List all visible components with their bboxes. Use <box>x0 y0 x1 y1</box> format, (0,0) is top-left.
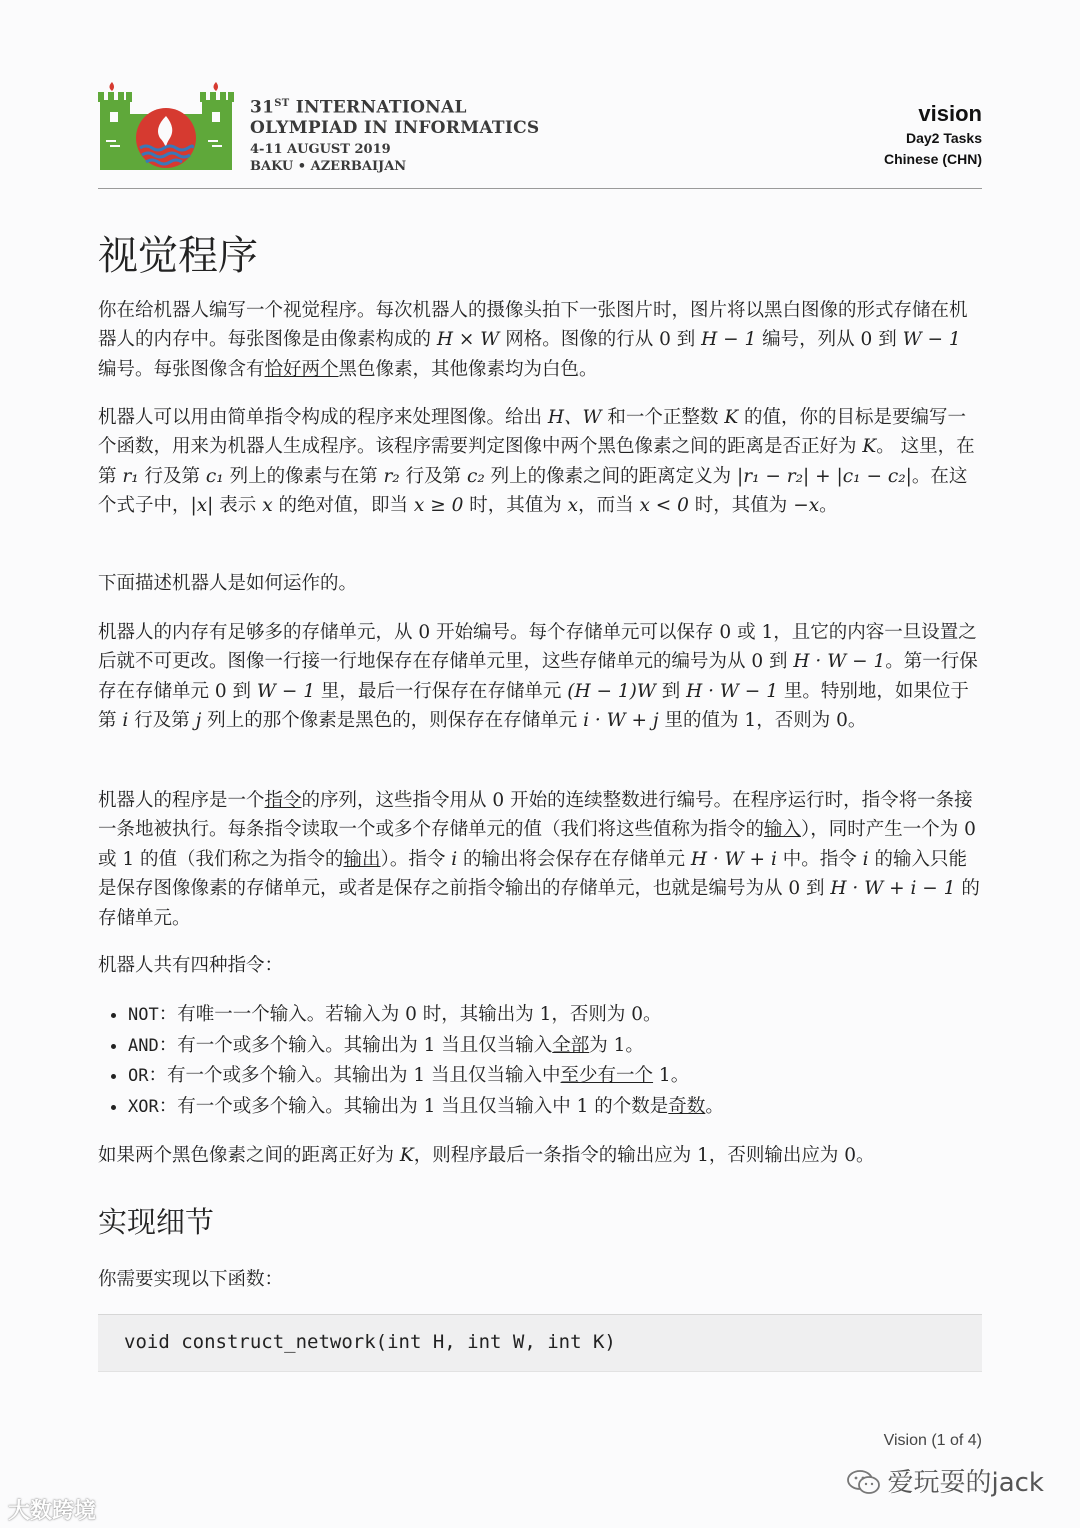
task-day: Day2 Tasks <box>905 130 982 146</box>
watermark-left: 大数跨境 <box>8 1499 97 1524</box>
list-item: • NOT：有唯一一个输入。若输入为 0 时，其输出为 1，否则为 0。 <box>128 1000 1012 1031</box>
paragraph-implement-intro: 你需要实现以下函数： <box>98 1269 284 1290</box>
ioi-logo-icon <box>98 80 234 172</box>
instruction-list <box>98 1000 1012 1122</box>
page-number: Vision (1 of 4) <box>883 1432 982 1449</box>
paragraph-output-rule: 如果两个黑色像素之间的距离正好为 K，则程序最后一条指令的输出应为 1，否则输出应为 0。 <box>98 1145 875 1166</box>
paragraph-intro: 你在给机器人编写一个视觉程序。每次机器人的摄像头拍下一张图片时，图片将以黑白图像的形式存储在机器人的内存中。每张图像是由像素构成的 H × W 网格。图像的行从 0 到 H − 1 编号，列从 0 到 W − 1 编号。每张图像含有恰好两个黑色像素，其他像素均为白色。 <box>98 300 968 380</box>
task-language: Chinese (CHN) <box>883 151 982 167</box>
task-name: vision <box>918 101 982 126</box>
page-header <box>98 80 982 189</box>
code-block <box>98 1314 982 1372</box>
watermark-right: 爱玩耍的jack <box>847 1462 1044 1499</box>
paragraph-program: 机器人的程序是一个指令的序列，这些指令用从 0 开始的连续整数进行编号。在程序运行时，指令将一条接一条地被执行。每条指令读取一个或多个存储单元的值（我们将这些值称为指令的输入），同时产生一个为 0 或 1 的值（我们称之为指令的输出）。指令 i 的输出将会保存在存储单元 H · W + i 中。指令 i 的输入只能是保存图像像素的存储单元，或者是保存之前指令输出的存储单元，也就是编号为从 0 到 H · W + i − 1 的存储单元。 <box>98 790 980 929</box>
paragraph-how-it-works: 下面描述机器人是如何运作的。 <box>98 573 358 594</box>
page-title: 视觉程序 <box>98 233 258 279</box>
event-location: BAKU • AZERBAIJAN <box>250 158 407 174</box>
section-heading-implementation: 实现细节 <box>98 1205 215 1239</box>
function-signature: void construct_network(int H, int W, int K) <box>124 1331 616 1353</box>
event-name: 31ST INTERNATIONAL OLYMPIAD IN INFORMATICS 4-11 AUGUST 2019 BAKU • AZERBAIJAN <box>250 97 540 174</box>
list-item: • AND：有一个或多个输入。其输出为 1 当且仅当输入全部为 1。 <box>128 1031 1012 1062</box>
paragraph-instruction-types: 机器人共有四种指令： <box>98 955 284 976</box>
list-item: • OR：有一个或多个输入。其输出为 1 当且仅当输入中至少有一个 1。 <box>128 1061 1012 1092</box>
paragraph-memory: 机器人的内存有足够多的存储单元，从 0 开始编号。每个存储单元可以保存 0 或 1，且它的内容一旦设置之后就不可更改。图像一行接一行地保存在存储单元里，这些存储单元的编号为从 0 到 H · W − 1。第一行保存在存储单元 0 到 W − 1 里，最后一行保存在存储单元 (H − 1)W 到 H · W − 1 里。特别地，如果位于第 i 行及第 j 列上的那个像素是黑色的，则保存在存储单元 i · W + j 里的值为 1，否则为 0。 <box>98 622 978 732</box>
wechat-icon <box>847 1469 881 1495</box>
paragraph-goal: 机器人可以用由简单指令构成的程序来处理图像。给出 H、W 和一个正整数 K 的值，你的目标是要编写一个函数，用来为机器人生成程序。该程序需要判定图像中两个黑色像素之间的距离是否正好为 K。 这里，在第 r₁ 行及第 c₁ 列上的像素与在第 r₂ 行及第 c₂ 列上的像素之间的距离定义为 |r₁ − r₂| + |c₁ − c₂|。在这个式子中，|x| 表示 x 的绝对值，即当 x ≥ 0 时，其值为 x，而当 x < 0 时，其值为 −x。 <box>98 407 975 517</box>
task-meta <box>884 100 982 170</box>
list-item: • XOR：有一个或多个输入。其输出为 1 当且仅当输入中 1 的个数是奇数。 <box>128 1092 1012 1123</box>
event-dates: 4-11 AUGUST 2019 <box>250 141 391 157</box>
